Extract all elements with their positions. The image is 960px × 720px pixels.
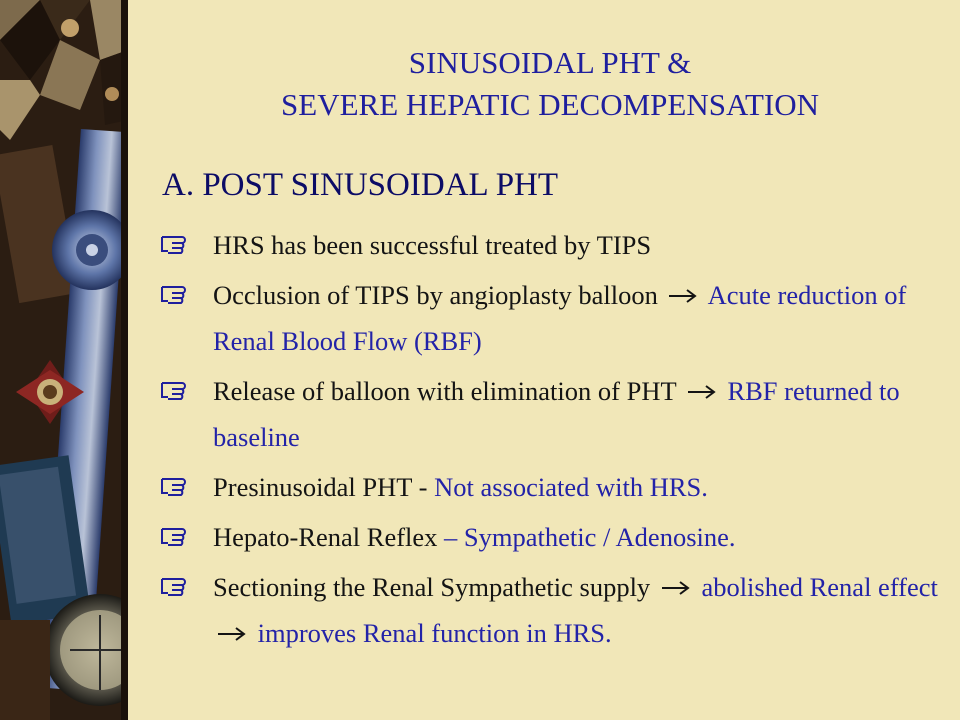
pointing-hand-icon	[160, 233, 192, 257]
section-heading: A. POST SINUSOIDAL PHT	[162, 167, 559, 203]
bullet-accent-text: improves Renal function in HRS.	[257, 618, 612, 648]
bullet-accent-text: Not associated with HRS.	[434, 472, 708, 502]
right-arrow-icon	[687, 385, 717, 399]
slide-title	[160, 42, 940, 126]
bullet-item	[160, 464, 950, 510]
pointing-hand-icon	[160, 283, 192, 307]
bullet-text: Release of balloon with elimination of PHT	[213, 376, 677, 406]
right-arrow-icon	[217, 627, 247, 641]
pointing-hand-icon	[160, 525, 192, 549]
bullet-accent-text: Acute reduction of Renal Blood Flow (RBF)	[213, 280, 907, 356]
bullet-text: Occlusion of TIPS by angioplasty balloon	[213, 280, 658, 310]
right-arrow-icon	[668, 289, 698, 303]
bullet-text: HRS has been successful treated by TIPS	[213, 230, 652, 260]
pointing-hand-icon	[160, 475, 192, 499]
pointing-hand-icon	[160, 379, 192, 403]
pointing-hand-icon	[160, 575, 192, 599]
bullet-item	[160, 272, 950, 364]
bullet-list	[160, 222, 950, 660]
decorative-side-image	[0, 0, 128, 720]
title-line-1: SINUSOIDAL PHT &	[408, 45, 692, 80]
bullet-item	[160, 222, 950, 268]
title-line-2: SEVERE HEPATIC DECOMPENSATION	[281, 87, 819, 122]
bullet-text: Hepato-Renal Reflex	[213, 522, 438, 552]
bullet-accent-text: RBF returned to baseline	[213, 376, 900, 452]
bullet-item	[160, 514, 950, 560]
bullet-text: Sectioning the Renal Sympathetic supply	[213, 572, 651, 602]
right-arrow-icon	[661, 581, 691, 595]
bullet-text: Presinusoidal PHT -	[213, 472, 435, 502]
bullet-accent-text: – Sympathetic / Adenosine.	[444, 522, 736, 552]
bullet-accent-text: abolished Renal effect	[701, 572, 938, 602]
bullet-item	[160, 368, 950, 460]
bullet-item	[160, 564, 950, 656]
